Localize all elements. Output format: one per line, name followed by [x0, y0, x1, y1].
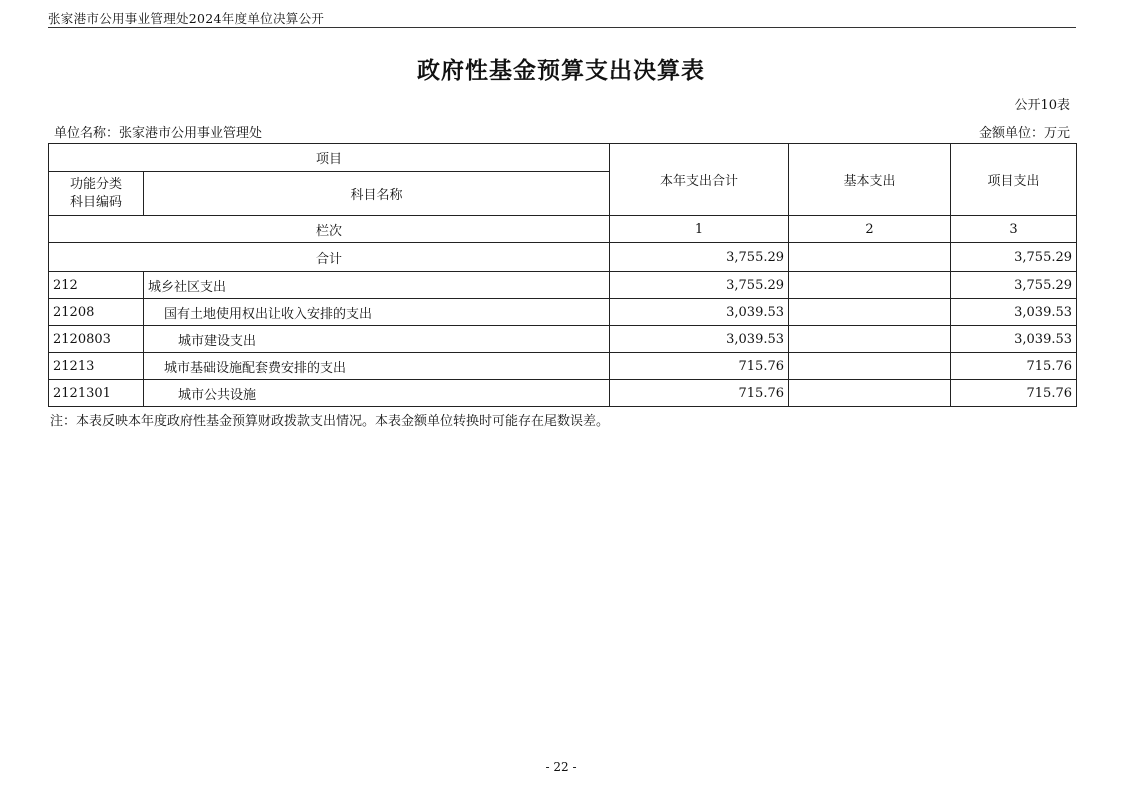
- row-total: 715.76: [610, 380, 789, 407]
- header-row-1: [49, 144, 1077, 172]
- sum-basic: [789, 243, 951, 272]
- column-index-3: 3: [951, 216, 1077, 243]
- sum-total: 3,755.29: [610, 243, 789, 272]
- table-row: [49, 272, 1077, 299]
- row-project: 3,039.53: [951, 299, 1077, 326]
- row-project: 3,039.53: [951, 326, 1077, 353]
- row-name: 城市基础设施配套费安排的支出: [144, 353, 610, 380]
- row-code: 21208: [49, 299, 144, 326]
- row-code: 21213: [49, 353, 144, 380]
- budget-table: [48, 143, 1077, 407]
- table-row: [49, 353, 1077, 380]
- row-total: 715.76: [610, 353, 789, 380]
- unit-name-value: 张家港市公用事业管理处: [119, 126, 263, 141]
- page-number: - 22 -: [545, 760, 577, 774]
- header-code-line2: 科目编码: [69, 194, 122, 210]
- header-basic: 基本支出: [789, 144, 951, 216]
- row-basic: [789, 299, 951, 326]
- document-title: 政府性基金预算支出决算表: [417, 57, 705, 84]
- row-code: 2120803: [49, 326, 144, 353]
- column-index-row: [49, 216, 1077, 243]
- header-code-line1: 功能分类: [69, 176, 122, 192]
- row-total: 3,039.53: [610, 299, 789, 326]
- header-code: [49, 172, 144, 216]
- row-code: 2121301: [49, 380, 144, 407]
- column-index-label: 栏次: [49, 216, 610, 243]
- row-project: 3,755.29: [951, 272, 1077, 299]
- row-name: 城市建设支出: [144, 326, 610, 353]
- row-project: 715.76: [951, 380, 1077, 407]
- table-row: [49, 326, 1077, 353]
- amount-unit: 金额单位：万元: [978, 126, 1070, 141]
- unit-name-line: [54, 122, 262, 141]
- row-name: 城市公共设施: [144, 380, 610, 407]
- header-rule: [48, 27, 1076, 28]
- row-basic: [789, 353, 951, 380]
- running-header: 张家港市公用事业管理处2024年度单位决算公开: [48, 11, 325, 26]
- row-name: 城乡社区支出: [144, 272, 610, 299]
- row-total: 3,039.53: [610, 326, 789, 353]
- row-basic: [789, 272, 951, 299]
- row-code: 212: [49, 272, 144, 299]
- header-subject-name: 科目名称: [144, 172, 610, 216]
- table-row: [49, 299, 1077, 326]
- row-total: 3,755.29: [610, 272, 789, 299]
- header-total: 本年支出合计: [610, 144, 789, 216]
- table-number: 公开10表: [1014, 98, 1070, 113]
- sum-row: [49, 243, 1077, 272]
- row-basic: [789, 326, 951, 353]
- table-row: [49, 380, 1077, 407]
- footnote: 注：本表反映本年度政府性基金预算财政拨款支出情况。本表金额单位转换时可能存在尾数误差。: [50, 414, 610, 429]
- row-project: 715.76: [951, 353, 1077, 380]
- sum-project: 3,755.29: [951, 243, 1077, 272]
- header-project: 项目支出: [951, 144, 1077, 216]
- unit-name-label: 单位名称：: [54, 126, 120, 141]
- header-item: 项目: [49, 144, 610, 172]
- column-index-1: 1: [610, 216, 789, 243]
- column-index-2: 2: [789, 216, 951, 243]
- sum-label: 合计: [49, 243, 610, 272]
- row-name: 国有土地使用权出让收入安排的支出: [144, 299, 610, 326]
- row-basic: [789, 380, 951, 407]
